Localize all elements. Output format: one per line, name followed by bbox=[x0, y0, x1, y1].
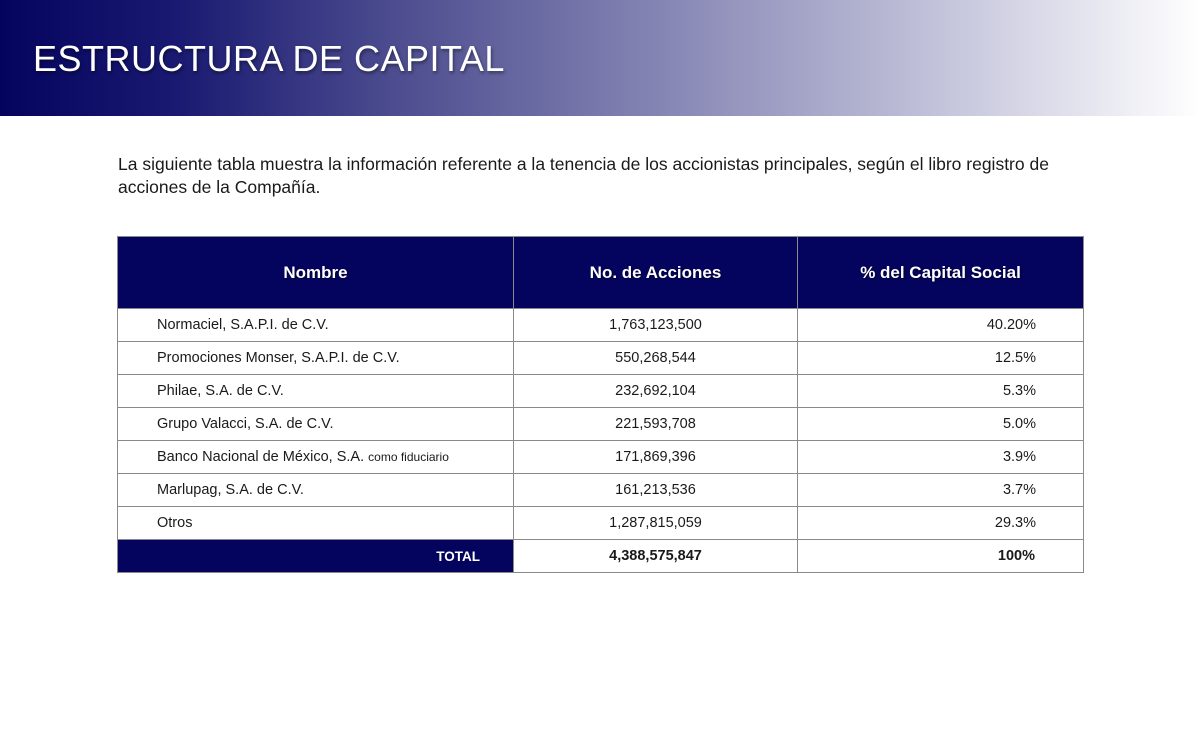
share-count: 232,692,104 bbox=[514, 375, 798, 408]
shareholder-name-text: Promociones Monser, S.A.P.I. de C.V. bbox=[157, 350, 400, 366]
capital-percent: 5.0% bbox=[798, 408, 1084, 441]
column-header-shares: No. de Acciones bbox=[514, 237, 798, 309]
share-count: 171,869,396 bbox=[514, 441, 798, 474]
table-row bbox=[118, 309, 1084, 342]
column-header-name: Nombre bbox=[118, 237, 514, 309]
shareholder-name-text: Grupo Valacci, S.A. de C.V. bbox=[157, 416, 334, 432]
share-count: 221,593,708 bbox=[514, 408, 798, 441]
table-row bbox=[118, 408, 1084, 441]
shareholder-name bbox=[118, 441, 514, 474]
capital-percent: 29.3% bbox=[798, 507, 1084, 540]
table-row bbox=[118, 375, 1084, 408]
table-row bbox=[118, 507, 1084, 540]
capital-percent: 3.7% bbox=[798, 474, 1084, 507]
column-header-percent: % del Capital Social bbox=[798, 237, 1084, 309]
header-band bbox=[0, 0, 1200, 116]
share-count: 161,213,536 bbox=[514, 474, 798, 507]
shareholder-name bbox=[118, 309, 514, 342]
share-count: 1,763,123,500 bbox=[514, 309, 798, 342]
capital-percent: 3.9% bbox=[798, 441, 1084, 474]
shareholder-name bbox=[118, 474, 514, 507]
capital-percent: 5.3% bbox=[798, 375, 1084, 408]
shareholder-name bbox=[118, 507, 514, 540]
capital-structure-table bbox=[117, 236, 1084, 573]
shareholder-name-text: Marlupag, S.A. de C.V. bbox=[157, 482, 304, 498]
shareholder-name-text: Normaciel, S.A.P.I. de C.V. bbox=[157, 317, 329, 333]
shareholder-note: como fiduciario bbox=[368, 450, 449, 464]
share-count: 1,287,815,059 bbox=[514, 507, 798, 540]
table-row bbox=[118, 342, 1084, 375]
share-count: 550,268,544 bbox=[514, 342, 798, 375]
capital-percent: 40.20% bbox=[798, 309, 1084, 342]
page-title: ESTRUCTURA DE CAPITAL bbox=[33, 38, 505, 79]
shareholder-name bbox=[118, 375, 514, 408]
shareholder-name bbox=[118, 342, 514, 375]
table-row bbox=[118, 474, 1084, 507]
table-row bbox=[118, 441, 1084, 474]
total-percent: 100% bbox=[798, 540, 1084, 573]
shareholder-name bbox=[118, 408, 514, 441]
total-share-count: 4,388,575,847 bbox=[514, 540, 798, 573]
capital-percent: 12.5% bbox=[798, 342, 1084, 375]
total-row bbox=[118, 540, 1084, 573]
total-label: TOTAL bbox=[118, 540, 514, 573]
shareholder-name-text: Philae, S.A. de C.V. bbox=[157, 383, 284, 399]
table-header-row bbox=[118, 237, 1084, 309]
shareholder-name-text: Otros bbox=[157, 515, 193, 531]
shareholder-name-text: Banco Nacional de México, S.A. bbox=[157, 449, 365, 465]
intro-paragraph: La siguiente tabla muestra la información referente a la tenencia de los accionistas principales, según el libro registro de acciones de la Compañía. bbox=[118, 154, 1049, 197]
